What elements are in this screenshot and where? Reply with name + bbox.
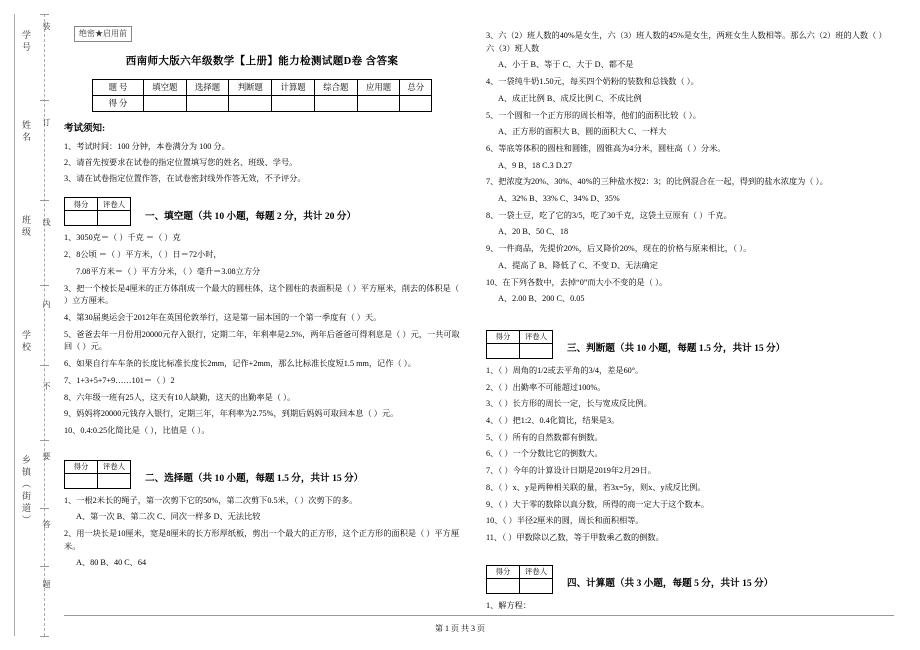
binding-dash-2: 线 bbox=[42, 218, 51, 228]
question-item: 5、一个圆和一个正方形的周长相等，他们的面积比较（ ）。 bbox=[486, 110, 701, 120]
score-cell: 题 号 bbox=[93, 79, 144, 95]
score-input-cell[interactable] bbox=[400, 95, 432, 111]
grader-label: 评卷人 bbox=[98, 198, 131, 211]
binding-label-1: 姓名 bbox=[21, 120, 31, 144]
score-input-cell[interactable] bbox=[144, 95, 187, 111]
question-item: 6、等底等体积的圆柱和圆锥，圆锥高为4分米，圆柱高（ ）分米。 bbox=[486, 143, 726, 153]
section-header-judge bbox=[486, 330, 894, 359]
page-footer: 第 1 页 共 3 页 bbox=[435, 624, 485, 633]
question-option: A、第一次 B、第二次 C、同次一样多 D、无法比较 bbox=[76, 512, 261, 522]
question-item: 9、（ ）大于零的数除以真分数，所得的商一定大于这个数本。 bbox=[486, 499, 710, 509]
notice-item: 3、请在试卷指定位置作答，在试卷密封线外作答无效，不予评分。 bbox=[64, 173, 306, 183]
question-item: 5、爸爸去年一月份用20000元存入银行，定期二年，年利率是2.5%，两年后爸爸可得利息是（ ）元，一共可取回（ ）元。 bbox=[64, 329, 460, 352]
grader-box bbox=[486, 565, 553, 594]
notice-heading: 考试须知: bbox=[64, 123, 106, 134]
grader-label: 评卷人 bbox=[520, 565, 553, 578]
tick-mark bbox=[40, 508, 49, 509]
seal-marker: 绝密★启用前 bbox=[74, 26, 132, 42]
score-cell: 计算题 bbox=[272, 79, 315, 95]
grader-entry[interactable] bbox=[520, 578, 553, 593]
binding-label-4: 乡镇（街道） bbox=[21, 455, 31, 527]
binding-dash-4: 不 bbox=[42, 382, 51, 392]
question-item: 2、用一块长是10厘米，宽是8厘米的长方形厚纸板，剪出一个最大的正方形，这个正方形的面积是（ ）平方厘米。 bbox=[64, 529, 460, 551]
binding-label-0: 学号 bbox=[21, 30, 31, 54]
question-item: 8、（ ）x、y是两种相关联的量，若3x=5y，则x、y成反比例。 bbox=[486, 482, 706, 492]
binding-dash-7: 题 bbox=[42, 580, 51, 590]
question-item: 7、把浓度为20%、30%、40%的三种盐水按2：3；的比例混合在一起，得到的盐水浓度为（ ）。 bbox=[486, 177, 828, 187]
score-entry[interactable] bbox=[65, 473, 98, 488]
notice-item: 1、考试时间：100 分钟，本卷满分为 100 分。 bbox=[64, 142, 230, 152]
tick-mark bbox=[40, 440, 49, 441]
table-row bbox=[93, 95, 432, 111]
question-item: 4、（ ）把1:2、0.4化简比，结果是3。 bbox=[486, 416, 620, 426]
score-input-cell[interactable] bbox=[272, 95, 315, 111]
tick-mark bbox=[40, 365, 49, 366]
section-title-calc: 四、计算题（共 3 小题，每题 5 分，共计 15 分） bbox=[567, 577, 774, 589]
score-cell: 得 分 bbox=[93, 95, 144, 111]
question-item: 4、第30届奥运会于2012年在英国伦敦举行，这是第一届本国的一个第一季度有（ ）天。 bbox=[64, 313, 382, 322]
score-cell: 应用题 bbox=[357, 79, 400, 95]
tick-mark bbox=[40, 14, 49, 15]
table-row bbox=[487, 565, 553, 578]
score-cell: 综合题 bbox=[314, 79, 357, 95]
question-item: 7、1+3+5+7+9……101＝（ ）2 bbox=[64, 375, 175, 385]
table-row bbox=[487, 330, 553, 343]
tick-mark bbox=[40, 100, 49, 101]
question-item: 11、（ ）甲数除以乙数，等于甲数乘乙数的倒数。 bbox=[486, 532, 664, 542]
question-item: 2、8公顷 ＝（ ）平方米，（ ）日＝72小时， bbox=[64, 250, 222, 260]
table-row bbox=[487, 343, 553, 358]
score-cell: 选择题 bbox=[186, 79, 229, 95]
table-row bbox=[93, 79, 432, 95]
section-header-choice bbox=[64, 460, 460, 489]
grader-box bbox=[64, 197, 131, 226]
question-option: A、32% B、33% C、34% D、35% bbox=[498, 194, 620, 204]
question-item: 6、如果自行车车条的长度比标准长度长2mm，记作+2mm，那么比标准长度短1.5 mm，记作（ ）。 bbox=[64, 359, 416, 369]
grader-box bbox=[486, 330, 553, 359]
question-option: A、2.00 B、200 C、0.05 bbox=[498, 294, 585, 304]
table-row bbox=[65, 211, 131, 226]
score-entry[interactable] bbox=[487, 343, 520, 358]
question-item: 1、解方程： bbox=[486, 600, 532, 610]
table-row bbox=[487, 578, 553, 593]
binding-dash-0: 装 bbox=[42, 22, 51, 32]
section-title-choice: 二、选择题（共 10 小题，每题 1.5 分，共计 15 分） bbox=[145, 472, 364, 484]
score-input-cell[interactable] bbox=[229, 95, 272, 111]
binding-dash-3: 内 bbox=[42, 300, 51, 310]
question-item: 9、一件商品，先提价20%，后又降价20%，现在的价格与原来相比，（ ）。 bbox=[486, 244, 752, 254]
grader-entry[interactable] bbox=[98, 473, 131, 488]
question-item: 1、3050克＝（ ）千克 ＝（ ）克 bbox=[64, 233, 181, 243]
tick-mark bbox=[40, 285, 49, 286]
grader-label: 评卷人 bbox=[520, 330, 553, 343]
section-title-fill: 一、填空题（共 10 小题，每题 2 分，共计 20 分） bbox=[145, 210, 357, 222]
question-item: 3、六（2）班人数的40%是女生，六（3）班人数的45%是女生，两班女生人数相等。那么六（2）班的人数（ ）六（3）班人数 bbox=[486, 31, 887, 53]
section-header-calc bbox=[486, 565, 894, 594]
tick-mark bbox=[40, 566, 49, 567]
page-title: 西南师大版六年级数学【上册】能力检测试题D卷 含答案 bbox=[125, 56, 399, 68]
tick-mark bbox=[40, 200, 49, 201]
binding-margin bbox=[0, 0, 56, 650]
binding-dash-6: 答 bbox=[42, 520, 51, 530]
question-option: A、成正比例 B、成反比例 C、不成比例 bbox=[498, 93, 642, 103]
section-title-judge: 三、判断题（共 10 小题，每题 1.5 分，共计 15 分） bbox=[567, 343, 786, 355]
score-label: 得分 bbox=[487, 330, 520, 343]
table-row bbox=[65, 198, 131, 211]
score-cell: 填空题 bbox=[144, 79, 187, 95]
question-item: 3、把一个棱长是4厘米的正方体削成一个最大的圆柱体，这个圆柱的表面积是（ ）平方厘米，削去的体积是（ ）立方厘米。 bbox=[64, 283, 460, 306]
right-column bbox=[486, 26, 894, 616]
table-row bbox=[65, 460, 131, 473]
binding-dash-5: 要 bbox=[42, 452, 51, 462]
question-option: A、9 B、18 C.3 D.27 bbox=[498, 160, 572, 170]
section-header-fill bbox=[64, 197, 460, 226]
margin-line-dashed bbox=[44, 14, 45, 636]
question-item: 2、（ ）出勤率不可能超过100%。 bbox=[486, 382, 606, 392]
question-item: 5、（ ）所有的自然数都有倒数。 bbox=[486, 432, 603, 442]
grader-entry[interactable] bbox=[520, 343, 553, 358]
question-item: 4、一袋纯牛奶1.50元，每买四个奶粉的装数和总钱数（ ）。 bbox=[486, 77, 699, 87]
question-item: 8、一袋土豆，吃了它的3/5，吃了30千克，这袋土豆原有（ ）千克。 bbox=[486, 210, 732, 220]
question-option: A、提高了 B、降低了 C、不变 D、无法确定 bbox=[498, 260, 658, 270]
question-option: A、小于 B、等于 C、大于 D、都不是 bbox=[498, 60, 634, 70]
margin-line-outer bbox=[14, 14, 15, 636]
score-label: 得分 bbox=[65, 460, 98, 473]
question-item: 1、一根2米长的绳子，第一次剪下它的50%，第二次剪下0.5米，（ ）次剪下的多。 bbox=[64, 495, 358, 505]
question-item: 3、（ ）长方形的周长一定，长与宽成反比例。 bbox=[486, 399, 652, 409]
left-column bbox=[64, 26, 460, 572]
score-cell: 判断题 bbox=[229, 79, 272, 95]
question-item: 6、（ ）一个分数比它的倒数大。 bbox=[486, 449, 603, 459]
binding-dash-1: 订 bbox=[42, 118, 51, 128]
binding-label-3: 学校 bbox=[21, 330, 31, 354]
score-input-cell[interactable] bbox=[357, 95, 400, 111]
notice-item: 2、请首先按要求在试卷的指定位置填写您的姓名、班级、学号。 bbox=[64, 158, 298, 168]
grader-label: 评卷人 bbox=[98, 460, 131, 473]
score-label: 得分 bbox=[65, 198, 98, 211]
table-row bbox=[65, 473, 131, 488]
binding-label-2: 班级 bbox=[21, 215, 31, 239]
score-table bbox=[92, 79, 432, 112]
question-option: A、正方形的面积大 B、圆的面积大 C、一样大 bbox=[498, 127, 667, 137]
question-item: 10、（ ）半径2厘米的圆，周长和面积相等。 bbox=[486, 516, 644, 526]
score-entry[interactable] bbox=[65, 211, 98, 226]
question-item: 1、（ ）周角的1/2或去平角的3/4，差是60°。 bbox=[486, 365, 644, 375]
grader-box bbox=[64, 460, 131, 489]
question-item: 7、（ ）今年的计算设计日期是2019年2月29日。 bbox=[486, 466, 656, 476]
score-cell: 总分 bbox=[400, 79, 432, 95]
question-item: 10、0.4:0.25化简比是（ ），比值是（ ）。 bbox=[64, 425, 210, 435]
question-item: 9、妈妈将20000元钱存入银行，定期三年，年利率为2.75%，到期后妈妈可取回本息（ ）元。 bbox=[64, 409, 399, 419]
question-option: A、20 B、50 C、18 bbox=[498, 227, 569, 237]
tick-mark bbox=[40, 636, 49, 637]
question-option: A、80 B、40 C、64 bbox=[76, 558, 147, 568]
question-item: 7.08平方米＝（ ）平方分米，（ ）毫升＝3.08立方分 bbox=[76, 266, 261, 276]
score-input-cell[interactable] bbox=[186, 95, 229, 111]
footer-divider bbox=[64, 615, 894, 616]
question-item: 8、六年级一班有25人，这天有10人缺勤，这天的出勤率是（ ）。 bbox=[64, 392, 296, 402]
score-label: 得分 bbox=[487, 565, 520, 578]
score-entry[interactable] bbox=[487, 578, 520, 593]
question-item: 10、在下列各数中，去掉“0”而大小不变的是（ ）。 bbox=[486, 277, 668, 287]
score-input-cell[interactable] bbox=[314, 95, 357, 111]
grader-entry[interactable] bbox=[98, 211, 131, 226]
